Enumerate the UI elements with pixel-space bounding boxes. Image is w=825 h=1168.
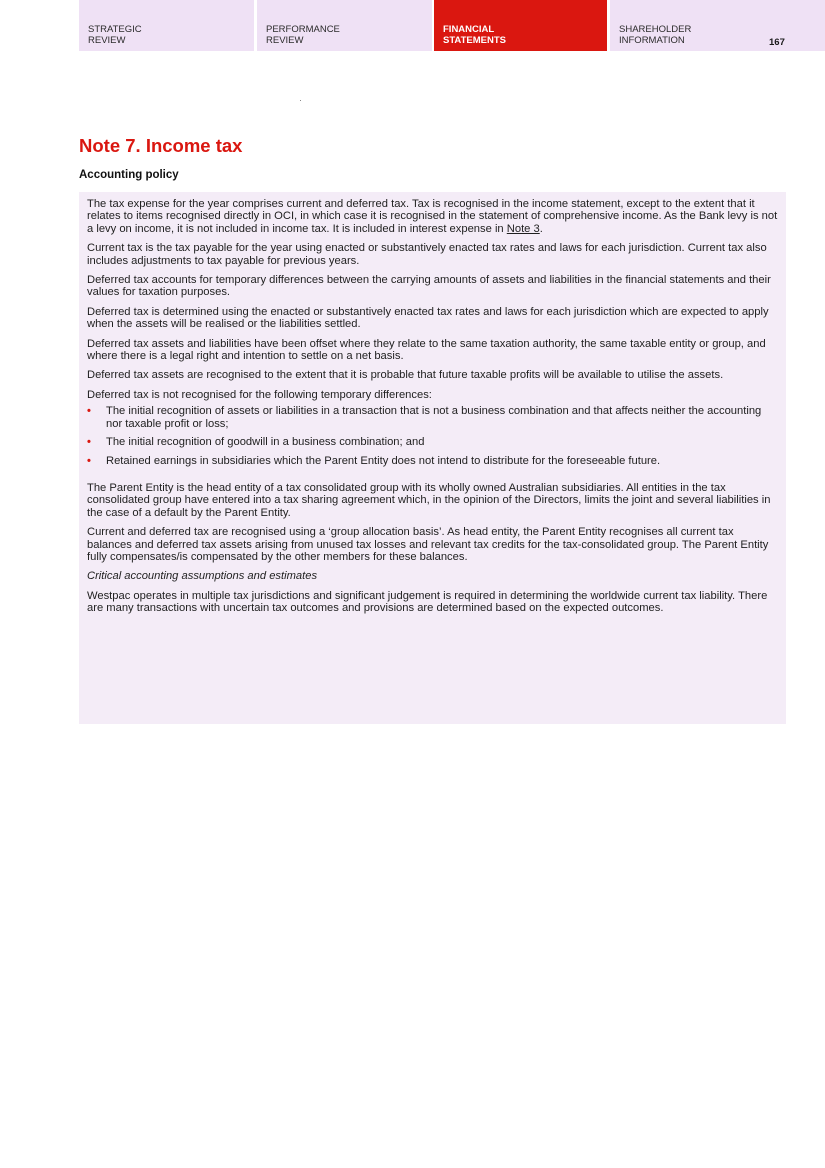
tab-label-line1: SHAREHOLDER [619,24,692,35]
bullet-icon: • [87,405,91,418]
policy-paragraph-6: Deferred tax assets are recognised to the extent that it is probable that future taxable profits will be available to utilise the assets. [87,369,724,382]
list-item-text: The initial recognition of assets or liabilities in a transaction that is not a business combination and that affects neither the accounting nor taxable profit or loss; [106,405,762,430]
policy-paragraph-7: Deferred tax is not recognised for the following temporary differences: [87,388,432,401]
list-item [87,455,778,467]
note-title: Note 7. Income tax [79,135,243,156]
tab-label-line2: STATEMENTS [443,34,506,46]
bullet-icon: • [87,454,91,467]
section-tabs [79,0,825,51]
list-item-text: The initial recognition of goodwill in a business combination; and [106,436,425,449]
list-item [87,436,778,448]
tab-shareholder-information[interactable] [610,0,825,51]
policy-paragraph-10: Westpac operates in multiple tax jurisdictions and significant judgement is required in determining the worldwide current tax liability. There are many transactions with uncertain tax outcomes and provisions are determined based on the expected outcomes. [87,589,768,615]
section-heading: Accounting policy [79,169,179,181]
policy-paragraph-4: Deferred tax is determined using the enacted or substantively enacted tax rates and laws for each jurisdiction which are expected to apply when the assets will be realised or the liabilities settled. [87,305,769,331]
tab-performance-review[interactable] [257,0,432,51]
page-number: 167 [769,37,785,48]
tab-label-line2: REVIEW [266,34,304,46]
bullet-icon: • [87,436,91,449]
policy-paragraph-9: Current and deferred tax are recognised using a ‘group allocation basis’. As head entity, the Parent Entity recognises all current tax balances and deferred tax assets arising from unused tax losses and relevant tax credits for the tax-consolidated group. The Parent Entity fully compensates/is compensated by the other members for these balances. [87,526,769,563]
policy-paragraph-3: Deferred tax accounts for temporary differences between the carrying amounts of assets and liabilities in the financial statements and their values for taxation purposes. [87,274,771,299]
note-3-link[interactable]: Note 3 [506,222,540,235]
policy-paragraph-8: The Parent Entity is the head entity of a tax consolidated group with its wholly owned Australian subsidiaries. All entities in the tax consolidated group have entered into a tax sharing agreement which, in the opinion of the Directors, limits the joint and several liabilities in the case of a default by the Parent Entity. [87,481,771,519]
tab-label-line2: REVIEW [88,34,126,46]
policy-paragraph-5: Deferred tax assets and liabilities have been offset where they relate to the same taxation authority, the same taxable entity or group, and where there is a legal right and intention to settle on a net basis. [87,337,766,363]
policy-paragraph-1-text: The tax expense for the year comprises current and deferred tax. Tax is recognised in the income statement, except to the extent that it relates to items recognised directly in OCI, in which case it is recognised in the statement of comprehensive income. As the Bank levy is not a levy on income, it is not included in income tax. It is included in interest expense in [87,198,778,235]
policy-paragraph-2: Current tax is the tax payable for the year using enacted or substantively enacted tax rates and laws for each jurisdiction. Current tax also includes adjustments to tax payable for previous years. [87,242,767,267]
tab-label-line1: STRATEGIC [88,24,142,35]
tab-label-line2: INFORMATION [619,34,685,46]
tab-financial-statements[interactable] [434,0,607,51]
stray-dot [300,100,301,101]
critical-estimates-heading: Critical accounting assumptions and estimates [87,570,318,583]
policy-paragraph-1 [87,198,778,235]
list-item [87,405,778,430]
accounting-policy-box [79,192,786,724]
list-item-text: Retained earnings in subsidiaries which the Parent Entity does not intend to distribute for the foreseeable future. [106,454,661,467]
policy-paragraph-1-end: . [539,222,543,235]
tab-strategic-review[interactable] [79,0,254,51]
tab-label-line1: PERFORMANCE [266,24,340,35]
tab-label-line1: FINANCIAL [443,24,495,35]
temporary-differences-list [87,405,778,467]
